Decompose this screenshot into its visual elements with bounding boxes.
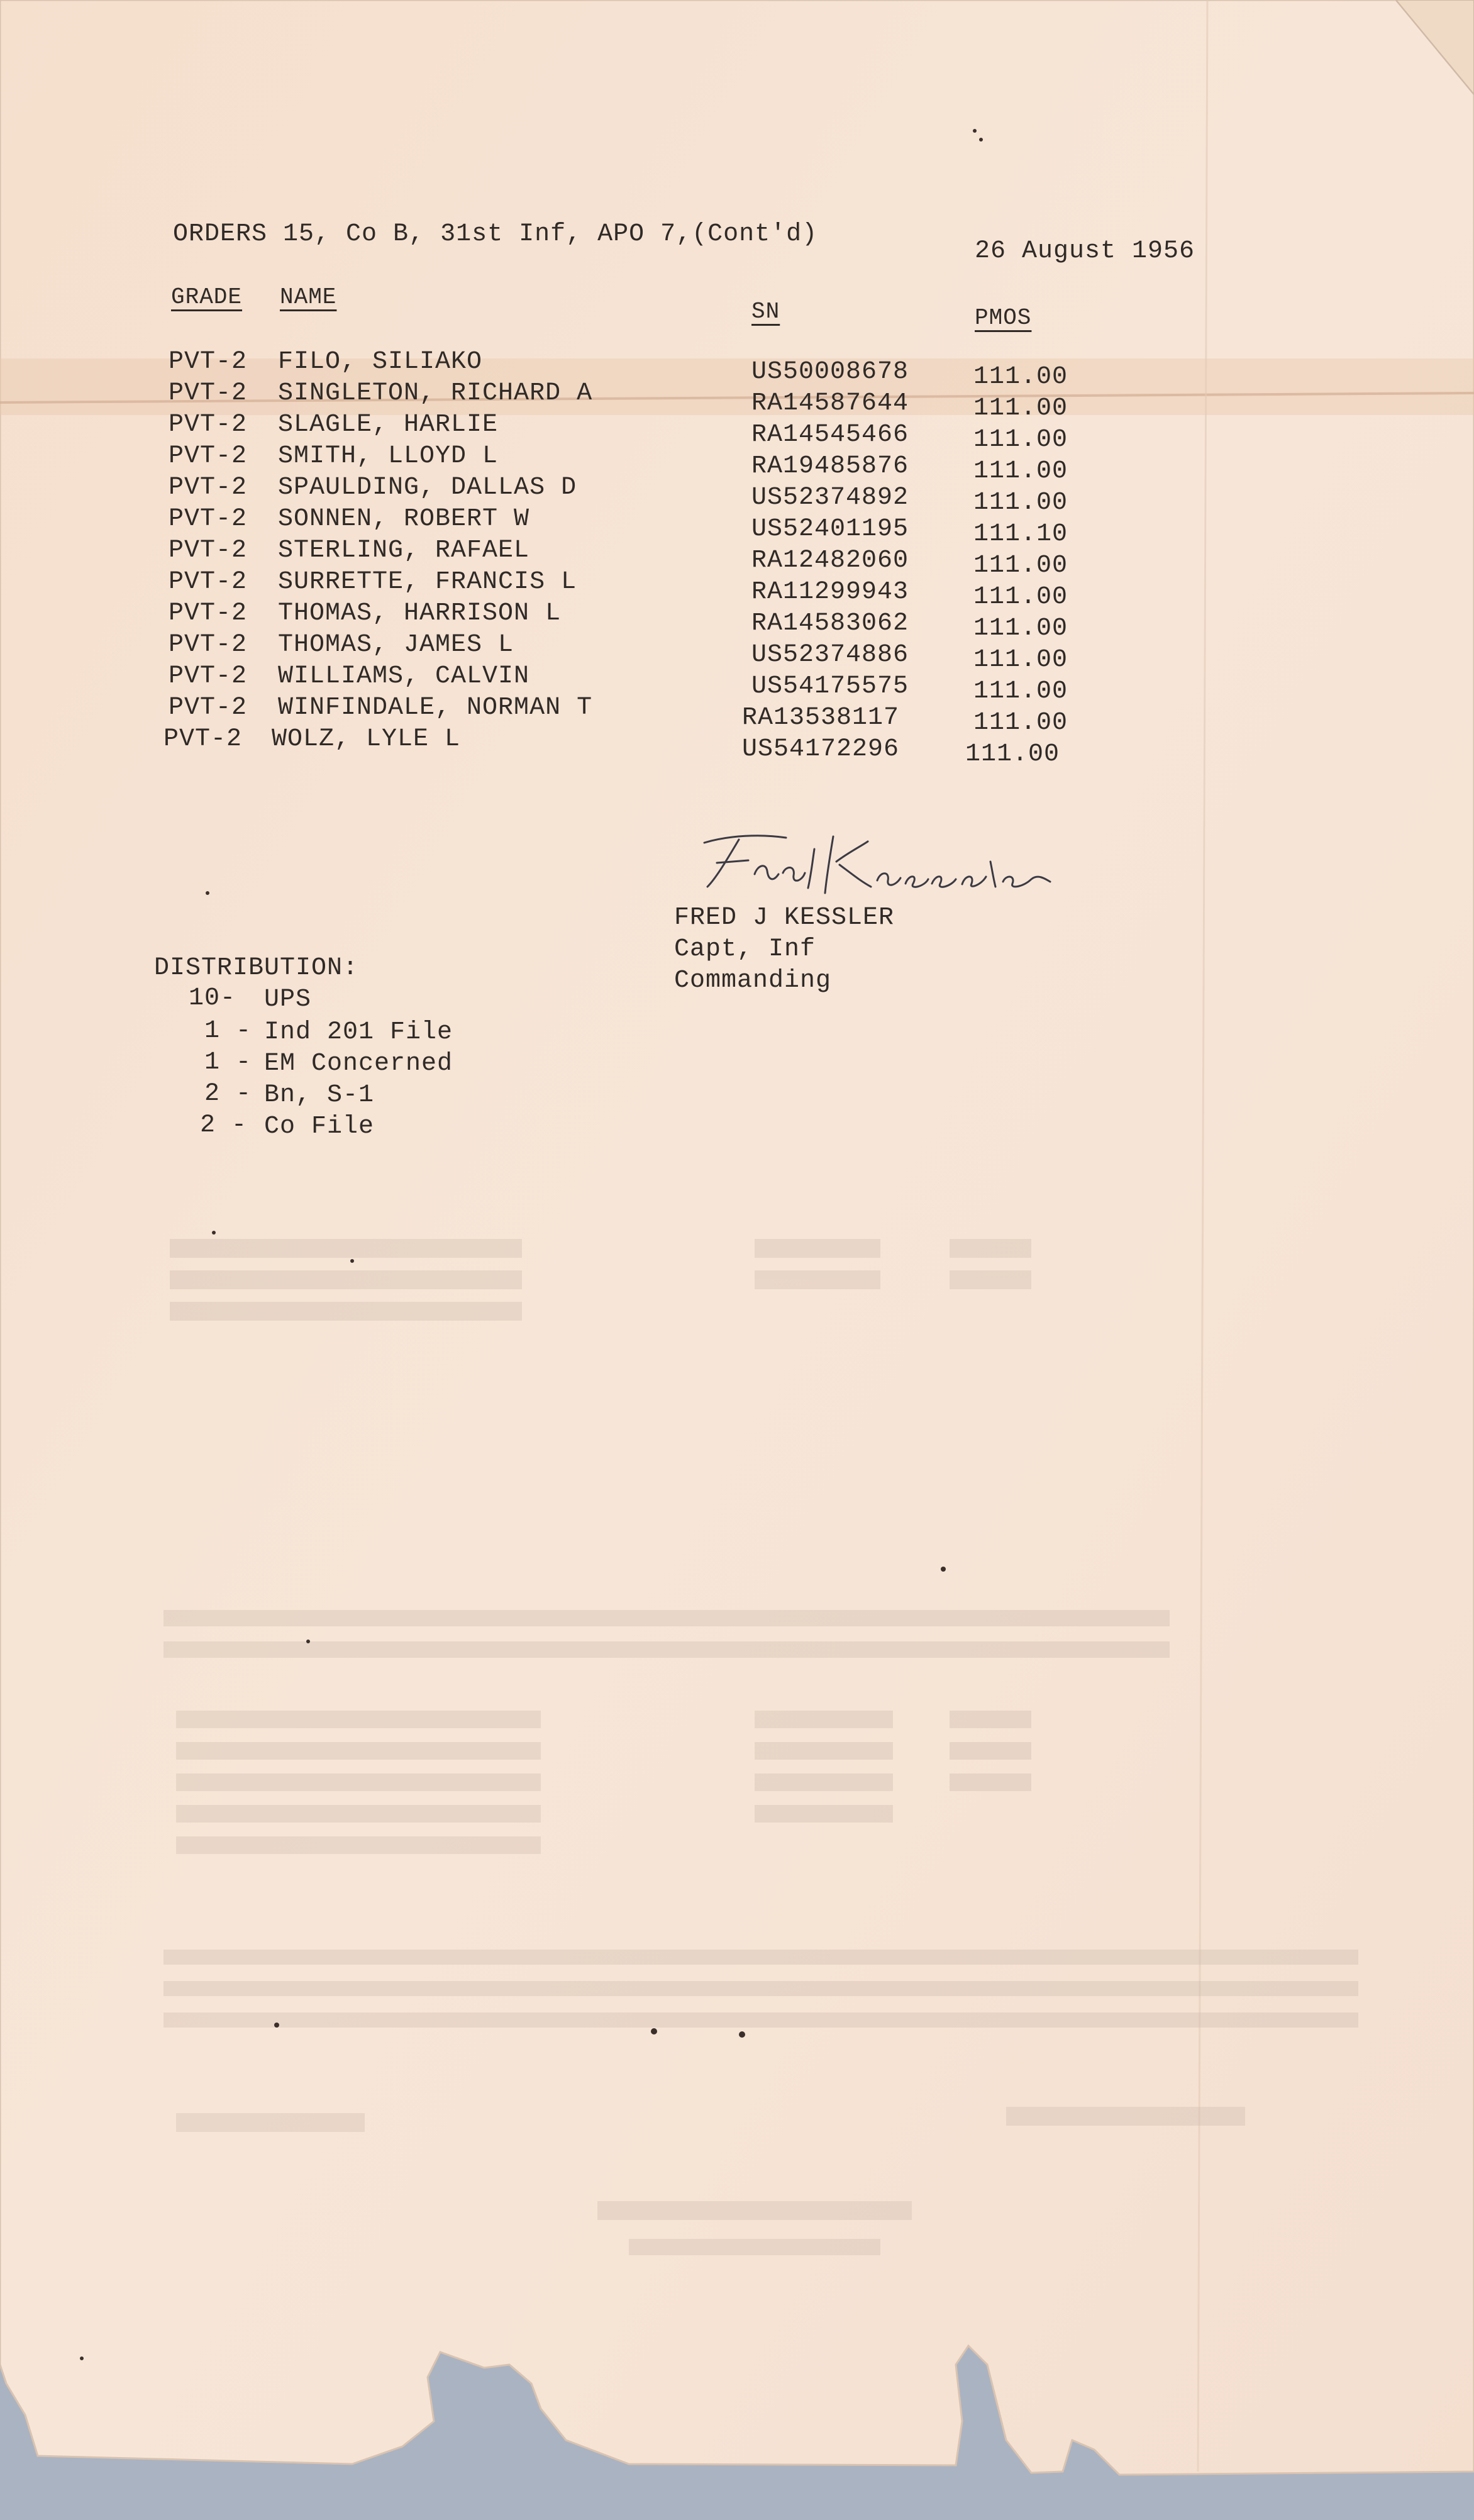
sn-cell: RA11299943 <box>751 578 909 606</box>
sn-cell: US54175575 <box>751 672 909 701</box>
pmos-cell: 111.00 <box>973 583 1068 611</box>
pmos-cell: 111.00 <box>973 552 1068 580</box>
distribution-label: Co File <box>264 1113 375 1141</box>
table-row <box>0 505 1474 548</box>
distribution-count: 1 - <box>204 1048 252 1077</box>
name-cell: SURRETTE, FRANCIS L <box>278 568 577 596</box>
name-cell: THOMAS, JAMES L <box>278 631 514 659</box>
distribution-count: 2 - <box>200 1111 248 1140</box>
sn-cell: RA14583062 <box>751 609 909 638</box>
pmos-cell: 111.00 <box>973 489 1068 517</box>
column-header-grade: GRADE <box>171 284 243 310</box>
signer-rank: Capt, Inf <box>674 935 816 963</box>
distribution-label: EM Concerned <box>264 1050 453 1078</box>
pmos-cell: 111.00 <box>973 394 1068 423</box>
name-cell: SINGLETON, RICHARD A <box>278 379 593 408</box>
name-cell: SPAULDING, DALLAS D <box>278 474 577 502</box>
grade-cell: PVT-2 <box>169 536 248 565</box>
sn-cell: US54172296 <box>742 735 900 763</box>
sn-cell: US52374886 <box>751 641 909 669</box>
sn-cell: RA14545466 <box>751 421 909 449</box>
pmos-cell: 111.00 <box>965 740 1060 769</box>
sn-cell: US52374892 <box>751 484 909 512</box>
distribution-label: Ind 201 File <box>264 1018 453 1046</box>
grade-cell: PVT-2 <box>169 568 248 596</box>
grade-cell: PVT-2 <box>169 599 248 628</box>
table-row <box>0 442 1474 486</box>
sn-cell: RA13538117 <box>742 704 900 732</box>
sn-cell: US52401195 <box>751 515 909 543</box>
column-header-pmos: PMOS <box>975 305 1032 331</box>
grade-cell: PVT-2 <box>169 348 248 376</box>
signer-name: FRED J KESSLER <box>674 904 895 932</box>
grade-cell: PVT-2 <box>169 411 248 439</box>
distribution-count: 2 - <box>204 1080 252 1108</box>
pmos-cell: 111.00 <box>973 677 1068 706</box>
name-cell: WOLZ, LYLE L <box>272 725 461 753</box>
signer-role: Commanding <box>674 967 832 995</box>
table-row <box>0 631 1474 674</box>
pmos-cell: 111.00 <box>973 426 1068 454</box>
column-header-sn: SN <box>751 299 780 325</box>
pmos-cell: 111.00 <box>973 709 1068 737</box>
table-row <box>0 379 1474 423</box>
pmos-cell: 111.00 <box>973 363 1068 391</box>
grade-cell: PVT-2 <box>169 694 248 722</box>
column-header-name: NAME <box>280 284 337 310</box>
grade-cell: PVT-2 <box>169 631 248 659</box>
table-row <box>0 725 1474 769</box>
distribution-label: Bn, S-1 <box>264 1081 375 1109</box>
distribution-title: DISTRIBUTION: <box>154 954 359 982</box>
pmos-cell: 111.00 <box>973 614 1068 643</box>
orders-line: ORDERS 15, Co B, 31st Inf, APO 7,(Cont'd) <box>173 220 818 248</box>
pmos-cell: 111.00 <box>973 457 1068 486</box>
table-row <box>0 348 1474 391</box>
distribution-label: UPS <box>264 985 312 1014</box>
sn-cell: US50008678 <box>751 358 909 386</box>
name-cell: SLAGLE, HARLIE <box>278 411 499 439</box>
pmos-cell: 111.10 <box>973 520 1068 548</box>
pmos-cell: 111.00 <box>973 646 1068 674</box>
name-cell: THOMAS, HARRISON L <box>278 599 562 628</box>
grade-cell: PVT-2 <box>169 505 248 533</box>
distribution-count: 10- <box>189 984 236 1013</box>
distribution-count: 1 - <box>204 1017 252 1045</box>
table-row <box>0 568 1474 611</box>
grade-cell: PVT-2 <box>169 662 248 691</box>
sn-cell: RA19485876 <box>751 452 909 480</box>
table-row <box>0 536 1474 580</box>
name-cell: SMITH, LLOYD L <box>278 442 499 470</box>
order-date: 26 August 1956 <box>975 237 1195 265</box>
table-row <box>0 694 1474 737</box>
grade-cell: PVT-2 <box>169 442 248 470</box>
grade-cell: PVT-2 <box>169 379 248 408</box>
name-cell: STERLING, RAFAEL <box>278 536 530 565</box>
name-cell: WINFINDALE, NORMAN T <box>278 694 593 722</box>
handwritten-signature <box>679 824 1056 906</box>
name-cell: WILLIAMS, CALVIN <box>278 662 530 691</box>
grade-cell: PVT-2 <box>169 474 248 502</box>
table-row <box>0 599 1474 643</box>
table-row <box>0 411 1474 454</box>
sn-cell: RA14587644 <box>751 389 909 418</box>
table-row <box>0 662 1474 706</box>
name-cell: FILO, SILIAKO <box>278 348 483 376</box>
sn-cell: RA12482060 <box>751 547 909 575</box>
grade-cell: PVT-2 <box>163 725 243 753</box>
table-row <box>0 474 1474 517</box>
name-cell: SONNEN, ROBERT W <box>278 505 530 533</box>
